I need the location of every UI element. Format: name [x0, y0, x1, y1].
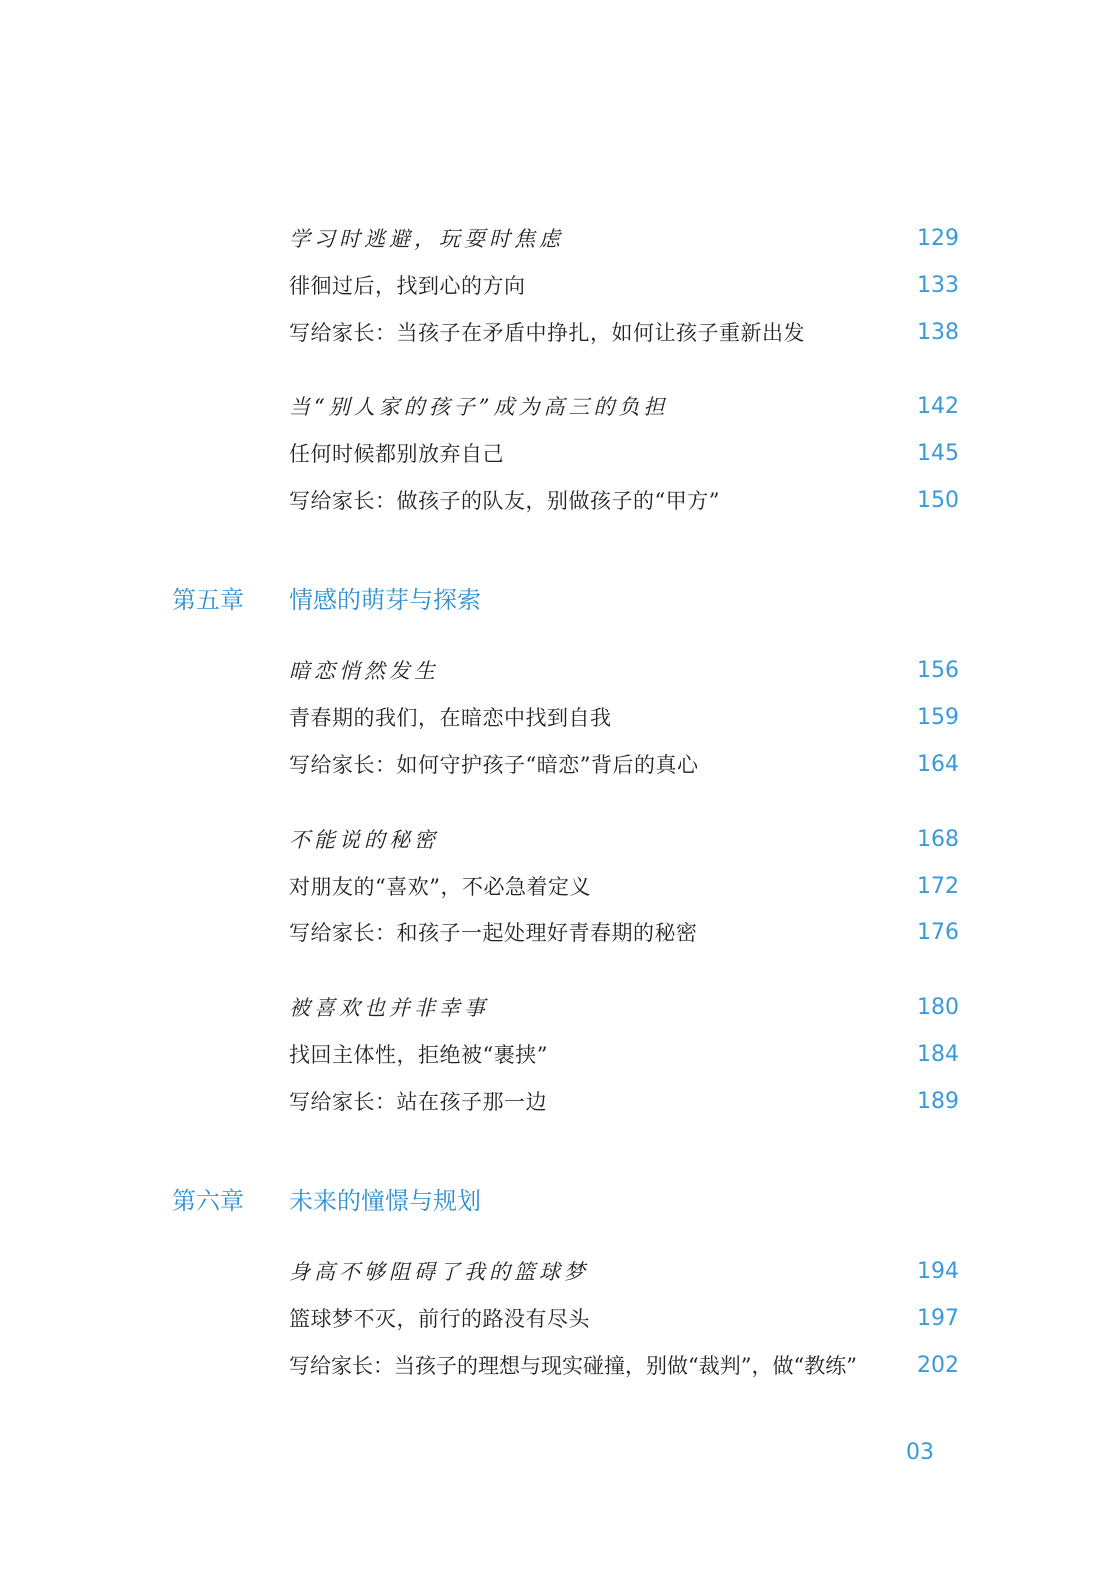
chapter-heading[interactable]: [172, 1178, 481, 1218]
toc-entry-title: 写给家长：和孩子一起处理好青春期的秘密: [289, 921, 698, 945]
toc-entry-title: 写给家长：如何守护孩子“暗恋”背后的真心: [289, 753, 699, 777]
toc-entry-title: 对朋友的“喜欢”，不必急着定义: [289, 875, 591, 899]
toc-entry[interactable]: [289, 222, 959, 254]
toc-entry-page: 184: [917, 1041, 959, 1067]
toc-entry-title: 写给家长：做孩子的队友，别做孩子的“甲方”: [289, 489, 720, 513]
toc-entry-page: 156: [917, 657, 959, 683]
toc-entry[interactable]: [289, 654, 959, 686]
toc-entry[interactable]: [289, 701, 959, 733]
toc-entry[interactable]: [289, 748, 959, 780]
toc-entry[interactable]: [289, 870, 959, 902]
toc-entry-title: 当“别人家的孩子”成为高三的负担: [289, 395, 669, 419]
toc-entry-title: 任何时候都别放弃自己: [289, 442, 504, 466]
toc-entry[interactable]: [289, 1349, 959, 1381]
toc-entry-page: 159: [917, 704, 959, 730]
toc-entry-title: 不能说的秘密: [289, 828, 439, 852]
toc-entry-title: 被喜欢也并非幸事: [289, 996, 489, 1020]
page-number: 03: [906, 1440, 934, 1465]
toc-entry-title: 写给家长：站在孩子那一边: [289, 1090, 547, 1114]
toc-entry[interactable]: [289, 390, 959, 422]
toc-entry-page: 129: [917, 225, 959, 251]
toc-entry[interactable]: [289, 269, 959, 301]
toc-entry-page: 194: [917, 1258, 959, 1284]
toc-entry-page: 180: [917, 994, 959, 1020]
toc-entry-title: 暗恋悄然发生: [289, 659, 439, 683]
toc-entry-page: 202: [917, 1352, 959, 1378]
toc-entry[interactable]: [289, 916, 959, 948]
toc-entry[interactable]: [289, 484, 959, 516]
toc-entry-page: 172: [917, 873, 959, 899]
toc-entry-title: 学习时逃避，玩耍时焦虑: [289, 227, 564, 251]
toc-entry-title: 找回主体性，拒绝被“裹挟”: [289, 1043, 548, 1067]
toc-entry-title: 徘徊过后，找到心的方向: [289, 274, 526, 298]
chapter-title: 未来的憧憬与规划: [289, 1186, 481, 1215]
toc-entry[interactable]: [289, 1255, 959, 1287]
toc-entry-title: 篮球梦不灭，前行的路没有尽头: [289, 1307, 590, 1331]
toc-entry-page: 145: [917, 440, 959, 466]
toc-entry-page: 164: [917, 751, 959, 777]
toc-entry-page: 176: [917, 919, 959, 945]
toc-entry-page: 197: [917, 1305, 959, 1331]
toc-entry-title: 青春期的我们，在暗恋中找到自我: [289, 706, 612, 730]
chapter-number: 第六章: [172, 1186, 244, 1215]
toc-entry-page: 189: [917, 1088, 959, 1114]
toc-entry-page: 168: [917, 826, 959, 852]
toc-entry-title: 身高不够阻碍了我的篮球梦: [289, 1260, 589, 1284]
toc-entry-page: 142: [917, 393, 959, 419]
toc-entry-title: 写给家长：当孩子在矛盾中挣扎，如何让孩子重新出发: [289, 321, 805, 345]
chapter-number: 第五章: [172, 585, 244, 614]
toc-entry[interactable]: [289, 437, 959, 469]
toc-entry[interactable]: [289, 1302, 959, 1334]
chapter-heading[interactable]: [172, 577, 481, 617]
toc-entry-page: 133: [917, 272, 959, 298]
toc-entry[interactable]: [289, 1085, 959, 1117]
toc-entry[interactable]: [289, 316, 959, 348]
toc-entry[interactable]: [289, 1038, 959, 1070]
toc-entry[interactable]: [289, 991, 959, 1023]
toc-entry-page: 138: [917, 319, 959, 345]
toc-entry-title: 写给家长：当孩子的理想与现实碰撞，别做“裁判”，做“教练”: [289, 1354, 857, 1378]
toc-entry[interactable]: [289, 823, 959, 855]
chapter-title: 情感的萌芽与探索: [289, 585, 481, 614]
toc-entry-page: 150: [917, 487, 959, 513]
